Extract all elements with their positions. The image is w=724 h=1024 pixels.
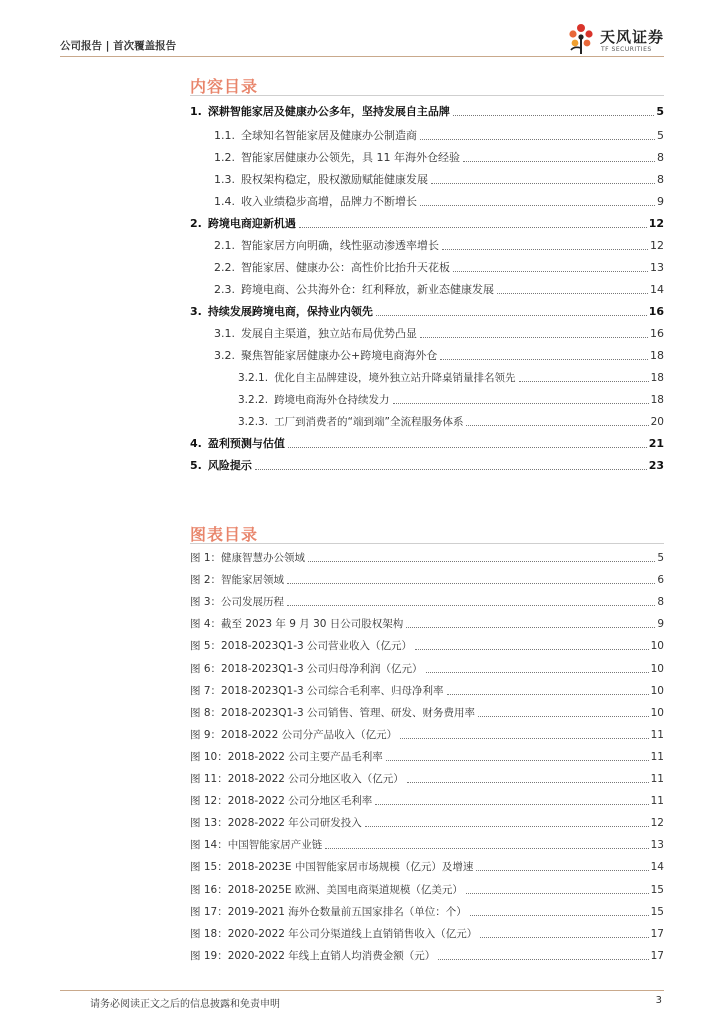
- footer-divider: [60, 990, 664, 991]
- toc-entry[interactable]: [190, 303, 664, 319]
- figure-entry-page: 10: [650, 662, 664, 675]
- figure-entry[interactable]: [190, 881, 664, 897]
- toc-entry[interactable]: [214, 149, 664, 165]
- figure-entry-page: 11: [650, 728, 664, 741]
- toc-entry-number: 5.: [190, 459, 202, 472]
- figure-entry[interactable]: [190, 925, 664, 941]
- toc-entry-page: 5: [656, 105, 664, 118]
- dot-leader: [325, 848, 648, 849]
- toc-entry-title: 风险提示: [207, 459, 252, 472]
- toc-entry-title: 发展自主渠道，独立站布局优势凸显: [241, 327, 417, 340]
- toc-entry-number: 1.3.: [214, 173, 235, 186]
- figure-entry-page: 11: [650, 773, 664, 785]
- figure-entry[interactable]: [190, 571, 664, 587]
- dot-leader: [480, 937, 648, 938]
- figure-entry[interactable]: [190, 748, 664, 764]
- toc-entry-title: 跨境电商、公共海外仓：红利释放，新业态健康发展: [241, 283, 494, 296]
- figure-entry-page: 12: [650, 817, 664, 830]
- toc-entry[interactable]: [190, 435, 664, 451]
- figure-entry-page: 13: [650, 839, 664, 852]
- toc-entry-title: 智能家居健康办公领先，具 11 年海外仓经验: [241, 151, 460, 164]
- figure-entry-title: 图 4：截至 2023 年 9 月 30 日公司股权架构: [190, 618, 404, 631]
- toc-entry[interactable]: [214, 325, 664, 341]
- toc-entry-title: 聚焦智能家居健康办公+跨境电商海外仓: [241, 349, 438, 362]
- dot-leader: [476, 870, 648, 871]
- figure-entry-title: 图 1：健康智慧办公领域: [190, 552, 306, 564]
- toc-entry-title: 股权架构稳定，股权激励赋能健康发展: [241, 173, 428, 186]
- figure-entry-title: 图 19：2020-2022 年线上直销人均消费金额（元）: [190, 949, 436, 962]
- toc-entry-title: 智能家居方向明确，线性驱动渗透率增长: [241, 239, 439, 252]
- dot-leader: [400, 738, 649, 739]
- figure-entry[interactable]: [190, 549, 664, 565]
- figure-entry-page: 11: [650, 750, 664, 763]
- figure-entry[interactable]: [190, 858, 664, 874]
- dot-leader: [453, 115, 655, 116]
- figure-entry[interactable]: [190, 814, 664, 830]
- dot-leader: [470, 915, 649, 916]
- toc-entry[interactable]: [238, 391, 664, 407]
- page-number: 3: [655, 995, 662, 1006]
- toc-entry-page: 16: [650, 327, 664, 340]
- figure-entry-title: 图 6：2018-2023Q1-3 公司归母净利润（亿元）: [190, 662, 423, 675]
- figure-entry-title: 图 3：公司发展历程: [190, 596, 285, 609]
- figure-entry-page: 5: [657, 552, 664, 564]
- figure-entry[interactable]: [190, 792, 664, 808]
- toc-entry-title: 跨境电商海外仓持续发力: [274, 394, 390, 406]
- dot-leader: [415, 649, 649, 650]
- toc-entry-title: 深耕智能家居及健康办公多年，坚持发展自主品牌: [207, 105, 450, 118]
- dot-leader: [375, 804, 648, 805]
- toc-entry-title: 全球知名智能家居及健康办公制造商: [241, 129, 417, 142]
- toc-entry-page: 12: [648, 217, 664, 230]
- figure-entry-title: 图 13：2028-2022 年公司研发投入: [190, 817, 362, 830]
- figure-entry[interactable]: [190, 947, 664, 963]
- dot-leader: [420, 139, 655, 140]
- figure-entry-title: 图 2：智能家居领域: [190, 574, 285, 587]
- toc-entry-page: 23: [648, 459, 664, 472]
- figure-entry-page: 17: [650, 949, 664, 962]
- dot-leader: [478, 716, 649, 717]
- dot-leader: [519, 381, 649, 382]
- figure-entry-title: 图 10：2018-2022 公司主要产品毛利率: [190, 750, 383, 763]
- toc-entry-number: 1.1.: [214, 129, 235, 142]
- figure-entry-page: 10: [650, 706, 664, 719]
- dot-leader: [376, 315, 647, 316]
- figure-entry[interactable]: [190, 682, 664, 698]
- figure-entry-title: 图 12：2018-2022 公司分地区毛利率: [190, 795, 373, 808]
- figure-entry-title: 图 8：2018-2023Q1-3 公司销售、管理、研发、财务费用率: [190, 706, 476, 719]
- figure-entry[interactable]: [190, 615, 664, 631]
- toc-entry-title: 智能家居、健康办公：高性价比抬升天花板: [241, 261, 450, 274]
- toc-entry-page: 8: [657, 151, 664, 164]
- toc-entry[interactable]: [214, 237, 664, 253]
- toc-title-divider: [190, 95, 664, 96]
- dot-leader: [407, 782, 649, 783]
- toc-title: 内容目录: [190, 77, 259, 96]
- toc-entry-page: 8: [657, 173, 664, 186]
- toc-entry-title: 收入业绩稳步高增，品牌力不断增长: [241, 195, 417, 208]
- toc-entry-page: 18: [650, 394, 664, 406]
- dot-leader: [393, 403, 649, 404]
- dot-leader: [299, 227, 647, 228]
- dot-leader: [406, 627, 655, 628]
- toc-entry-number: 3.2.1.: [238, 372, 269, 384]
- toc-entry-number: 2.3.: [214, 283, 235, 296]
- toc-entry[interactable]: [214, 193, 664, 209]
- figure-entry[interactable]: [190, 704, 664, 720]
- toc-entry-title: 盈利预测与估值: [207, 437, 285, 450]
- toc-entry-title: 跨境电商迎新机遇: [207, 217, 296, 230]
- company-logo: [566, 22, 676, 58]
- toc-entry[interactable]: [238, 413, 664, 429]
- figure-entry-title: 图 14：中国智能家居产业链: [190, 839, 323, 852]
- dot-leader: [420, 205, 655, 206]
- toc-entry-number: 3.2.3.: [238, 416, 269, 428]
- toc-entry-title: 持续发展跨境电商，保持业内领先: [207, 305, 373, 318]
- toc-entry-number: 2.: [190, 217, 202, 230]
- figures-title: 图表目录: [190, 525, 259, 544]
- figure-entry-title: 图 9：2018-2022 公司分产品收入（亿元）: [190, 728, 398, 741]
- toc-entry-number: 1.4.: [214, 195, 235, 208]
- toc-entry[interactable]: [214, 259, 664, 275]
- disclaimer-note: 请务必阅读正文之后的信息披露和免责申明: [90, 999, 280, 1010]
- dot-leader: [463, 161, 655, 162]
- figure-entry-title: 图 18：2020-2022 年公司分渠道线上直销销售收入（亿元）: [190, 927, 478, 940]
- figure-entry-page: 10: [650, 640, 664, 653]
- toc-entry-number: 3.1.: [214, 327, 235, 340]
- toc-entry-number: 1.: [190, 105, 202, 118]
- figure-entry-title: 图 7：2018-2023Q1-3 公司综合毛利率、归母净利率: [190, 684, 444, 697]
- toc-entry-number: 3.: [190, 305, 202, 318]
- toc-entry[interactable]: [190, 457, 664, 473]
- toc-entry-title: 工厂到消费者的“端到端”全流程服务体系: [274, 416, 464, 428]
- toc-entry[interactable]: [214, 347, 664, 363]
- toc-entry-page: 16: [648, 305, 664, 318]
- dot-leader: [440, 359, 648, 360]
- dot-leader: [287, 605, 655, 606]
- figure-entry-title: 图 16：2018-2025E 欧洲、美国电商渠道规模（亿美元）: [190, 883, 463, 896]
- flower-logo-icon: [566, 22, 596, 56]
- toc-entry-page: 18: [650, 349, 664, 362]
- toc-entry[interactable]: [238, 369, 664, 385]
- toc-entry[interactable]: [190, 103, 664, 119]
- toc-entry-number: 1.2.: [214, 151, 235, 164]
- toc-entry-number: 3.2.: [214, 349, 235, 362]
- toc-entry-page: 12: [650, 239, 664, 252]
- figure-entry-title: 图 15：2018-2023E 中国智能家居市场规模（亿元）及增速: [190, 861, 474, 874]
- dot-leader: [453, 271, 648, 272]
- toc-entry-page: 18: [650, 372, 664, 384]
- toc-entry-page: 14: [650, 283, 664, 296]
- figure-entry[interactable]: [190, 903, 664, 919]
- figure-entry-page: 15: [650, 905, 664, 918]
- figure-entry-page: 14: [650, 861, 664, 874]
- figure-entry-page: 17: [650, 927, 664, 940]
- figure-entry[interactable]: [190, 637, 664, 653]
- header-divider: [60, 56, 664, 57]
- dot-leader: [442, 249, 648, 250]
- logo-name-cn: 天风证券: [600, 28, 665, 46]
- figure-entry-page: 10: [650, 684, 664, 697]
- figure-entry-page: 15: [650, 883, 664, 896]
- toc-entry[interactable]: [214, 281, 664, 297]
- toc-entry-number: 3.2.2.: [238, 394, 269, 406]
- figure-entry-page: 9: [657, 618, 664, 631]
- toc-entry-page: 20: [650, 416, 664, 428]
- dot-leader: [466, 893, 649, 894]
- figures-title-divider: [190, 543, 664, 544]
- toc-entry-number: 2.2.: [214, 261, 235, 274]
- figure-entry[interactable]: [190, 836, 664, 852]
- dot-leader: [386, 760, 649, 761]
- figure-entry[interactable]: [190, 770, 664, 786]
- figure-entry-title: 图 5：2018-2023Q1-3 公司营业收入（亿元）: [190, 640, 413, 653]
- dot-leader: [466, 425, 648, 426]
- dot-leader: [431, 183, 655, 184]
- toc-entry-page: 13: [650, 261, 664, 274]
- dot-leader: [420, 337, 648, 338]
- toc-entry[interactable]: [214, 171, 664, 187]
- toc-entry-page: 5: [657, 129, 664, 142]
- figure-entry[interactable]: [190, 660, 664, 676]
- toc-entry-title: 优化自主品牌建设，境外独立站升降桌销量排名领先: [274, 372, 516, 384]
- dot-leader: [287, 583, 655, 584]
- toc-entry-number: 4.: [190, 437, 202, 450]
- dot-leader: [288, 447, 647, 448]
- dot-leader: [438, 959, 648, 960]
- figure-entry-title: 图 11：2018-2022 公司分地区收入（亿元）: [190, 773, 404, 785]
- dot-leader: [426, 672, 649, 673]
- figure-entry[interactable]: [190, 726, 664, 742]
- figure-entry[interactable]: [190, 593, 664, 609]
- dot-leader: [255, 469, 647, 470]
- logo-name-en: TF SECURITIES: [601, 46, 652, 53]
- toc-entry-number: 2.1.: [214, 239, 235, 252]
- figure-entry-title: 图 17：2019-2021 海外仓数量前五国家排名（单位：个）: [190, 905, 467, 918]
- dot-leader: [447, 694, 649, 695]
- figure-entry-page: 11: [650, 795, 664, 808]
- figure-entry-page: 8: [657, 596, 664, 609]
- toc-entry-page: 9: [657, 195, 664, 208]
- dot-leader: [365, 826, 649, 827]
- dot-leader: [497, 293, 648, 294]
- report-breadcrumb: 公司报告 | 首次覆盖报告: [60, 40, 177, 52]
- toc-entry[interactable]: [214, 127, 664, 143]
- dot-leader: [308, 561, 655, 562]
- toc-entry-page: 21: [648, 437, 664, 450]
- figure-entry-page: 6: [657, 574, 664, 587]
- toc-entry[interactable]: [190, 215, 664, 231]
